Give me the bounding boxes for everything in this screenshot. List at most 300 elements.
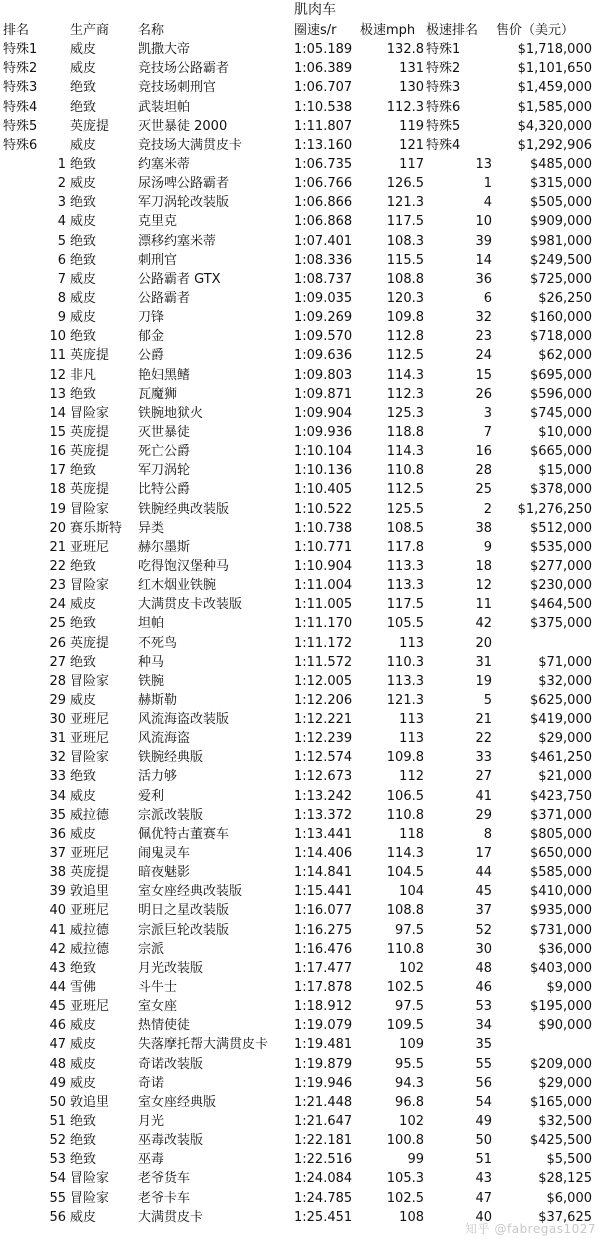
cell-maker: 雪佛 (70, 980, 97, 996)
cell-name: 失落摩托帮大满贯皮卡 (138, 1037, 269, 1053)
cell-speed-rank: 44 (475, 865, 492, 881)
cell-rank: 38 (49, 865, 66, 881)
cell-lap-time: 1:10.522 (294, 501, 353, 517)
table-row (0, 882, 600, 901)
cell-top-speed: 97.5 (395, 922, 424, 938)
cell-top-speed: 114.3 (386, 367, 424, 383)
cell-top-speed: 104 (399, 884, 424, 900)
cell-rank: 16 (49, 444, 66, 460)
cell-top-speed: 108.8 (386, 903, 424, 919)
cell-rank: 特殊4 (3, 99, 38, 115)
cell-rank: 54 (49, 1171, 66, 1187)
cell-maker: 绝致 (70, 960, 97, 976)
header-speed-rank: 极速排名 (426, 23, 479, 38)
cell-rank: 36 (49, 826, 66, 842)
cell-top-speed: 126.5 (386, 176, 424, 192)
cell-speed-rank: 13 (475, 156, 492, 172)
cell-maker: 威皮 (70, 214, 97, 230)
cell-maker: 威皮 (70, 176, 97, 192)
cell-top-speed: 113.3 (386, 558, 424, 574)
header-lap: 圈速s/r (294, 23, 337, 38)
cell-price: $37,625 (538, 1209, 592, 1225)
table-row (0, 921, 600, 940)
cell-name: 巫毒改装版 (138, 1133, 204, 1149)
cell-price: $1,292,906 (517, 137, 592, 153)
cell-maker: 绝致 (70, 1152, 97, 1168)
cell-name: 郁金 (138, 329, 165, 345)
cell-maker: 威皮 (70, 271, 97, 287)
cell-top-speed: 102 (399, 1114, 424, 1130)
cell-speed-rank: 4 (483, 195, 492, 211)
cell-name: 奇诺 (138, 1075, 165, 1091)
cell-price: $378,000 (529, 482, 592, 498)
cell-name: 凯撒大帝 (138, 42, 191, 58)
cell-speed-rank: 25 (475, 482, 492, 498)
cell-speed-rank: 53 (475, 999, 492, 1015)
cell-top-speed: 97.5 (395, 999, 424, 1015)
cell-speed-rank: 36 (475, 271, 492, 287)
cell-name: 灭世暴徒 2000 (138, 118, 228, 134)
cell-rank: 2 (57, 176, 66, 192)
cell-maker: 绝致 (70, 252, 97, 268)
cell-speed-rank: 30 (475, 941, 492, 957)
cell-name: 军刀涡轮改装版 (138, 195, 230, 211)
cell-top-speed: 119 (399, 118, 424, 134)
cell-lap-time: 1:06.766 (294, 176, 353, 192)
cell-name: 刀锋 (138, 310, 165, 326)
cell-speed-rank: 特殊6 (426, 99, 461, 115)
cell-maker: 威皮 (70, 137, 97, 153)
cell-rank: 27 (49, 654, 66, 670)
cell-price: $731,000 (529, 922, 592, 938)
cell-speed-rank: 38 (475, 520, 492, 536)
cell-price: $315,000 (529, 176, 592, 192)
watermark-text: 知乎 @fabregas1027 (465, 1222, 596, 1236)
cell-top-speed: 112.3 (386, 386, 424, 402)
cell-rank: 51 (49, 1114, 66, 1130)
cell-lap-time: 1:17.878 (294, 980, 353, 996)
cell-rank: 46 (49, 1018, 66, 1034)
cell-speed-rank: 特殊5 (426, 118, 461, 134)
cell-rank: 56 (49, 1209, 66, 1225)
table-row (0, 117, 600, 136)
table-row (0, 78, 600, 97)
cell-price: $423,750 (529, 788, 592, 804)
cell-lap-time: 1:21.448 (294, 1094, 353, 1110)
cell-maker: 威皮 (70, 290, 97, 306)
table-row (0, 653, 600, 672)
cell-rank: 13 (49, 386, 66, 402)
cell-maker: 英庞提 (70, 118, 110, 134)
cell-speed-rank: 32 (475, 310, 492, 326)
cell-rank: 12 (49, 367, 66, 383)
table-row (0, 500, 600, 519)
cell-lap-time: 1:11.807 (294, 118, 353, 134)
cell-lap-time: 1:16.476 (294, 941, 353, 957)
cell-top-speed: 109.8 (386, 310, 424, 326)
cell-speed-rank: 49 (475, 1114, 492, 1130)
cell-lap-time: 1:10.538 (294, 99, 353, 115)
table-row (0, 1131, 600, 1150)
cell-name: 死亡公爵 (138, 444, 191, 460)
table-row (0, 155, 600, 174)
cell-maker: 威皮 (70, 788, 97, 804)
cell-rank: 3 (57, 195, 66, 211)
cell-name: 灭世暴徒 (138, 424, 191, 440)
cell-speed-rank: 1 (483, 176, 492, 192)
table-row (0, 1016, 600, 1035)
table-row (0, 232, 600, 251)
cell-speed-rank: 45 (475, 884, 492, 900)
cell-maker: 绝致 (70, 1114, 97, 1130)
cell-name: 斗牛士 (138, 980, 178, 996)
table-row (0, 519, 600, 538)
cell-maker: 绝致 (70, 654, 97, 670)
table-row (0, 863, 600, 882)
cell-top-speed: 110.8 (386, 941, 424, 957)
cell-price: $375,000 (529, 616, 592, 632)
cell-lap-time: 1:17.477 (294, 960, 353, 976)
table-row (0, 327, 600, 346)
cell-name: 约塞米蒂 (138, 156, 191, 172)
cell-maker: 威拉德 (70, 941, 110, 957)
cell-rank: 8 (57, 290, 66, 306)
cell-name: 漂移约塞米蒂 (138, 233, 217, 249)
cell-top-speed: 109.5 (386, 1018, 424, 1034)
cell-lap-time: 1:10.136 (294, 463, 353, 479)
cell-lap-time: 1:19.946 (294, 1075, 353, 1091)
cell-lap-time: 1:08.336 (294, 252, 353, 268)
cell-lap-time: 1:10.771 (294, 539, 353, 555)
cell-maker: 威皮 (70, 826, 97, 842)
table-row (0, 461, 600, 480)
cell-top-speed: 102.5 (386, 1190, 424, 1206)
cell-lap-time: 1:12.221 (294, 712, 353, 728)
cell-name: 铁腕经典改装版 (138, 501, 230, 517)
cell-top-speed: 108 (399, 1209, 424, 1225)
cell-top-speed: 110.8 (386, 463, 424, 479)
cell-speed-rank: 26 (475, 386, 492, 402)
cell-maker: 敦追里 (70, 884, 110, 900)
cell-name: 室女座经典版 (138, 1094, 217, 1110)
cell-rank: 5 (57, 233, 66, 249)
cell-lap-time: 1:10.405 (294, 482, 353, 498)
cell-rank: 23 (49, 578, 66, 594)
table-row (0, 595, 600, 614)
cell-price: $585,000 (529, 865, 592, 881)
cell-speed-rank: 46 (475, 980, 492, 996)
cell-name: 大满贯皮卡改装版 (138, 597, 243, 613)
cell-name: 瓦魔狮 (138, 386, 178, 402)
cell-speed-rank: 52 (475, 922, 492, 938)
cell-rank: 44 (49, 980, 66, 996)
table-row (0, 901, 600, 920)
cell-top-speed: 100.8 (386, 1133, 424, 1149)
cell-speed-rank: 55 (475, 1056, 492, 1072)
cell-price: $9,000 (546, 980, 592, 996)
cell-speed-rank: 12 (475, 578, 492, 594)
table-row (0, 385, 600, 404)
cell-price: $26,250 (538, 290, 592, 306)
cell-speed-rank: 50 (475, 1133, 492, 1149)
cell-maker: 绝致 (70, 329, 97, 345)
cell-top-speed: 117.5 (386, 597, 424, 613)
table-row (0, 825, 600, 844)
cell-lap-time: 1:15.441 (294, 884, 353, 900)
cell-rank: 50 (49, 1094, 66, 1110)
cell-price: $505,000 (529, 195, 592, 211)
cell-rank: 21 (49, 539, 66, 555)
cell-lap-time: 1:19.481 (294, 1037, 353, 1053)
table-row (0, 538, 600, 557)
cell-rank: 特殊3 (3, 80, 38, 96)
cell-price: $909,000 (529, 214, 592, 230)
table-row (0, 1150, 600, 1169)
cell-name: 热情使徒 (138, 1018, 191, 1034)
cell-price: $249,500 (529, 252, 592, 268)
cell-top-speed: 113 (399, 712, 424, 728)
cell-lap-time: 1:13.441 (294, 826, 353, 842)
cell-name: 公路霸者 (138, 290, 191, 306)
cell-lap-time: 1:10.904 (294, 558, 353, 574)
cell-maker: 冒险家 (70, 405, 110, 421)
cell-rank: 49 (49, 1075, 66, 1091)
cell-rank: 53 (49, 1152, 66, 1168)
cell-speed-rank: 34 (475, 1018, 492, 1034)
cell-speed-rank: 43 (475, 1171, 492, 1187)
cell-rank: 33 (49, 769, 66, 785)
table-row (0, 136, 600, 155)
cell-speed-rank: 24 (475, 348, 492, 364)
cell-speed-rank: 31 (475, 654, 492, 670)
cell-name: 武装坦帕 (138, 99, 191, 115)
cell-maker: 亚班尼 (70, 712, 110, 728)
cell-name: 不死鸟 (138, 635, 178, 651)
cell-lap-time: 1:12.673 (294, 769, 353, 785)
cell-maker: 冒险家 (70, 1190, 110, 1206)
cell-rank: 30 (49, 712, 66, 728)
cell-top-speed: 108.3 (386, 233, 424, 249)
cell-name: 大满贯皮卡 (138, 1209, 204, 1225)
cell-top-speed: 112 (399, 769, 424, 785)
cell-price: $512,000 (529, 520, 592, 536)
cell-top-speed: 108.5 (386, 520, 424, 536)
cell-name: 宗派巨轮改装版 (138, 922, 230, 938)
cell-price: $1,718,000 (517, 42, 592, 58)
cell-speed-rank: 35 (475, 1037, 492, 1053)
cell-speed-rank: 16 (475, 444, 492, 460)
cell-name: 室女座 (138, 999, 178, 1015)
table-row (0, 959, 600, 978)
cell-price: $464,500 (529, 597, 592, 613)
cell-rank: 9 (57, 310, 66, 326)
cell-rank: 28 (49, 673, 66, 689)
table-row (0, 1035, 600, 1054)
cell-price: $1,459,000 (517, 80, 592, 96)
table-row (0, 346, 600, 365)
cell-name: 爱利 (138, 788, 165, 804)
cell-name: 军刀涡轮 (138, 463, 191, 479)
cell-name: 铁腕 (138, 673, 165, 689)
cell-maker: 绝致 (70, 1133, 97, 1149)
cell-maker: 冒险家 (70, 501, 110, 517)
cell-top-speed: 104.5 (386, 865, 424, 881)
cell-price: $981,000 (529, 233, 592, 249)
cell-lap-time: 1:12.239 (294, 731, 353, 747)
cell-maker: 威皮 (70, 1018, 97, 1034)
cell-speed-rank: 17 (475, 846, 492, 862)
cell-name: 室女座经典改装版 (138, 884, 243, 900)
cell-name: 老爷货车 (138, 1171, 191, 1187)
cell-speed-rank: 23 (475, 329, 492, 345)
cell-rank: 45 (49, 999, 66, 1015)
cell-name: 尿汤啤公路霸者 (138, 176, 230, 192)
cell-price: $1,101,650 (517, 61, 592, 77)
cell-lap-time: 1:14.406 (294, 846, 353, 862)
cell-lap-time: 1:06.735 (294, 156, 353, 172)
cell-name: 风流海盗 (138, 731, 191, 747)
cell-speed-rank: 20 (475, 635, 492, 651)
cell-price: $625,000 (529, 692, 592, 708)
table-row (0, 366, 600, 385)
cell-maker: 威皮 (70, 692, 97, 708)
cell-rank: 特殊6 (3, 137, 38, 153)
table-row (0, 672, 600, 691)
cell-name: 月光 (138, 1114, 165, 1130)
cell-top-speed: 125.5 (386, 501, 424, 517)
cell-top-speed: 115.5 (386, 252, 424, 268)
cell-rank: 17 (49, 463, 66, 479)
cell-price: $277,000 (529, 558, 592, 574)
cell-name: 铁腕地狱火 (138, 405, 204, 421)
cell-speed-rank: 7 (483, 424, 492, 440)
cell-lap-time: 1:24.084 (294, 1171, 353, 1187)
table-row (0, 270, 600, 289)
cell-rank: 32 (49, 750, 66, 766)
cell-price: $195,000 (529, 999, 592, 1015)
cell-speed-rank: 37 (475, 903, 492, 919)
cell-top-speed: 110.8 (386, 807, 424, 823)
cell-rank: 4 (57, 214, 66, 230)
table-row (0, 251, 600, 270)
cell-rank: 40 (49, 903, 66, 919)
table-row (0, 787, 600, 806)
cell-price: $90,000 (538, 1018, 592, 1034)
cell-lap-time: 1:06.866 (294, 195, 353, 211)
cell-speed-rank: 18 (475, 558, 492, 574)
cell-price: $596,000 (529, 386, 592, 402)
cell-lap-time: 1:09.904 (294, 405, 353, 421)
table-row (0, 98, 600, 117)
cell-rank: 10 (49, 329, 66, 345)
cell-lap-time: 1:14.841 (294, 865, 353, 881)
cell-name: 异类 (138, 520, 165, 536)
cell-price: $230,000 (529, 578, 592, 594)
cell-maker: 英庞提 (70, 444, 110, 460)
table-row (0, 997, 600, 1016)
cell-maker: 敦追里 (70, 1094, 110, 1110)
cell-rank: 26 (49, 635, 66, 651)
cell-price: $15,000 (538, 463, 592, 479)
cell-lap-time: 1:09.871 (294, 386, 353, 402)
cell-name: 艳妇黑鳍 (138, 367, 191, 383)
cell-top-speed: 109.8 (386, 750, 424, 766)
cell-speed-rank: 39 (475, 233, 492, 249)
table-row (0, 1055, 600, 1074)
cell-rank: 35 (49, 807, 66, 823)
cell-price: $165,000 (529, 1094, 592, 1110)
cell-lap-time: 1:10.738 (294, 520, 353, 536)
cell-rank: 43 (49, 960, 66, 976)
cell-top-speed: 99 (407, 1152, 424, 1168)
sheet-title: 肌肉车 (294, 2, 336, 18)
cell-price: $10,000 (538, 424, 592, 440)
cell-price: $21,000 (538, 769, 592, 785)
header-rank: 排名 (3, 23, 30, 38)
cell-rank: 41 (49, 922, 66, 938)
cell-rank: 14 (49, 405, 66, 421)
header-price: 售价（美元） (496, 23, 575, 38)
cell-lap-time: 1:05.189 (294, 42, 353, 58)
cell-speed-rank: 28 (475, 463, 492, 479)
cell-rank: 52 (49, 1133, 66, 1149)
cell-price: $28,125 (538, 1171, 592, 1187)
cell-price: $160,000 (529, 310, 592, 326)
cell-lap-time: 1:09.803 (294, 367, 353, 383)
cell-lap-time: 1:06.707 (294, 80, 353, 96)
cell-top-speed: 121.3 (386, 692, 424, 708)
cell-maker: 英庞提 (70, 482, 110, 498)
cell-top-speed: 118 (399, 826, 424, 842)
cell-price: $410,000 (529, 884, 592, 900)
cell-maker: 亚班尼 (70, 903, 110, 919)
cell-top-speed: 131 (399, 61, 424, 77)
cell-maker: 亚班尼 (70, 731, 110, 747)
cell-maker: 绝致 (70, 769, 97, 785)
cell-price: $805,000 (529, 826, 592, 842)
cell-name: 风流海盗改装版 (138, 712, 230, 728)
cell-name: 明日之星改装版 (138, 903, 230, 919)
cell-maker: 英庞提 (70, 865, 110, 881)
cell-lap-time: 1:09.035 (294, 290, 353, 306)
cell-rank: 47 (49, 1037, 66, 1053)
cell-top-speed: 105.5 (386, 616, 424, 632)
table-row (0, 729, 600, 748)
cell-maker: 亚班尼 (70, 999, 110, 1015)
cell-lap-time: 1:13.160 (294, 137, 353, 153)
cell-rank: 1 (57, 156, 66, 172)
cell-top-speed: 113 (399, 731, 424, 747)
cell-speed-rank: 21 (475, 712, 492, 728)
cell-price: $1,585,000 (517, 99, 592, 115)
cell-lap-time: 1:18.912 (294, 999, 353, 1015)
cell-top-speed: 105.3 (386, 1171, 424, 1187)
cell-maker: 英庞提 (70, 348, 110, 364)
cell-price: $71,000 (538, 654, 592, 670)
cell-speed-rank: 15 (475, 367, 492, 383)
cell-rank: 34 (49, 788, 66, 804)
cell-name: 克里克 (138, 214, 178, 230)
cell-speed-rank: 2 (483, 501, 492, 517)
cell-name: 红木烟业铁腕 (138, 578, 217, 594)
table-row (0, 978, 600, 997)
table-row (0, 806, 600, 825)
cell-top-speed: 106.5 (386, 788, 424, 804)
cell-name: 种马 (138, 654, 165, 670)
cell-maker: 威皮 (70, 310, 97, 326)
cell-maker: 威皮 (70, 1037, 97, 1053)
cell-maker: 威皮 (70, 597, 97, 613)
